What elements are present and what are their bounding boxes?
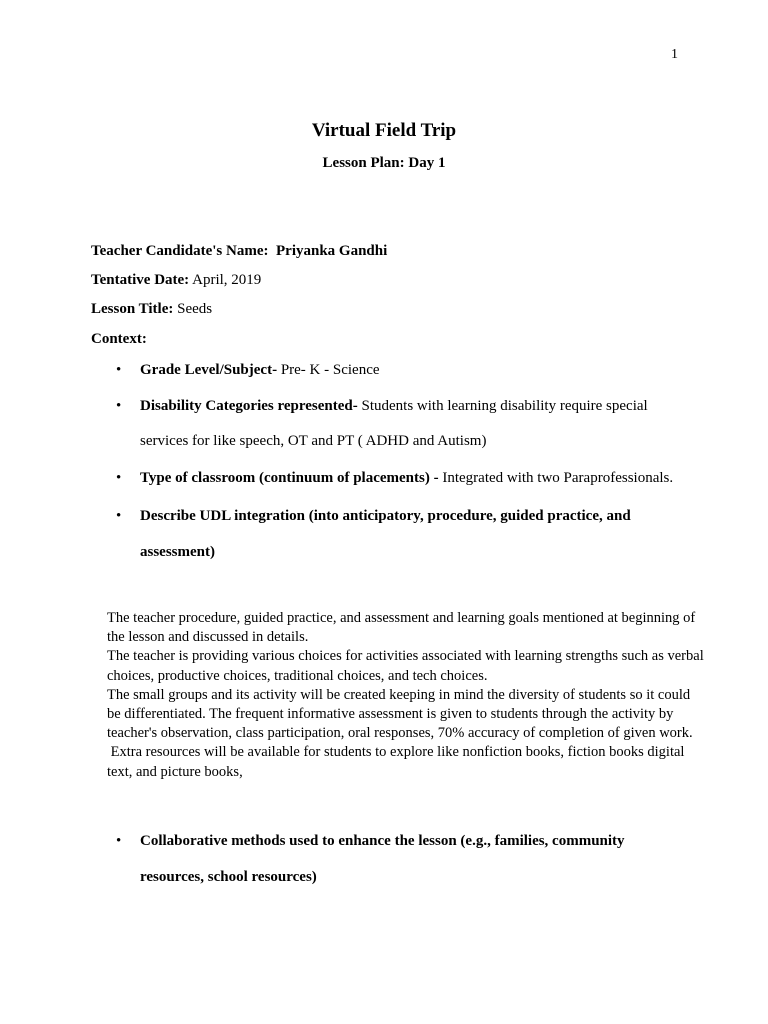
tentative-date-label: Tentative Date: (91, 272, 190, 288)
disability-label: Disability Categories represented- (140, 398, 358, 414)
page-number: 1 (671, 47, 678, 62)
collaborative-methods-label-continued: resources, school resources) (140, 869, 317, 885)
classroom-type-value: Integrated with two Paraprofessionals. (442, 470, 674, 486)
disability-value: Students with learning disability require special (361, 398, 648, 414)
collaborative-methods-item-continued (140, 869, 317, 886)
teacher-name-label: Teacher Candidate's Name: (91, 243, 269, 259)
document-title: Virtual Field Trip (311, 120, 457, 141)
tentative-date-line (91, 272, 261, 289)
grade-level-label: Grade Level/Subject- (140, 362, 278, 378)
grade-level-item (140, 362, 380, 379)
context-label: Context: (91, 331, 147, 347)
bullet-icon: • (116, 470, 122, 486)
udl-integration-item (140, 508, 631, 525)
collaborative-methods-item (140, 833, 625, 850)
tentative-date-value: April, 2019 (192, 272, 262, 288)
bullet-icon: • (116, 398, 122, 414)
udl-paragraph: Extra resources will be available for students to explore like nonfiction books, fiction books digital text, and picture books, (107, 744, 689, 780)
context-heading (91, 331, 147, 348)
udl-integration-label-continued: assessment) (140, 544, 215, 560)
document-subtitle: Lesson Plan: Day 1 (322, 155, 446, 171)
grade-level-value: Pre- K - Science (280, 362, 380, 378)
udl-integration-item-continued (140, 544, 215, 561)
classroom-type-label: Type of classroom (continuum of placements) - (140, 470, 439, 486)
teacher-name-line (91, 243, 387, 260)
udl-paragraph: The teacher procedure, guided practice, and assessment and learning goals mentioned at beginning of the lesson and discussed in details. (107, 610, 696, 646)
lesson-title-line (91, 301, 212, 318)
disability-item-continued: services for like speech, OT and PT ( ADHD and Autism) (140, 433, 487, 449)
bullet-icon: • (116, 833, 122, 849)
udl-description (107, 609, 707, 782)
classroom-type-item (140, 470, 673, 487)
bullet-icon: • (116, 362, 122, 378)
bullet-icon: • (116, 508, 122, 524)
lesson-title-value: Seeds (177, 301, 213, 317)
udl-paragraph: The teacher is providing various choices for activities associated with learning strengths such as verbal choices, productive choices, traditional choices, and tech choices. (107, 648, 704, 684)
disability-item (140, 398, 648, 415)
lesson-title-label: Lesson Title: (91, 301, 174, 317)
udl-paragraph: The small groups and its activity will be created keeping in mind the diversity of students so it could be differentiated. The frequent informative assessment is given to students through the activity by teacher's observation, class participation, oral responses, 70% accuracy of completion of given work. (107, 686, 693, 742)
collaborative-methods-label: Collaborative methods used to enhance the lesson (e.g., families, community (140, 833, 625, 849)
teacher-name-value: Priyanka Gandhi (276, 243, 388, 259)
udl-integration-label: Describe UDL integration (into anticipatory, procedure, guided practice, and (140, 508, 631, 524)
